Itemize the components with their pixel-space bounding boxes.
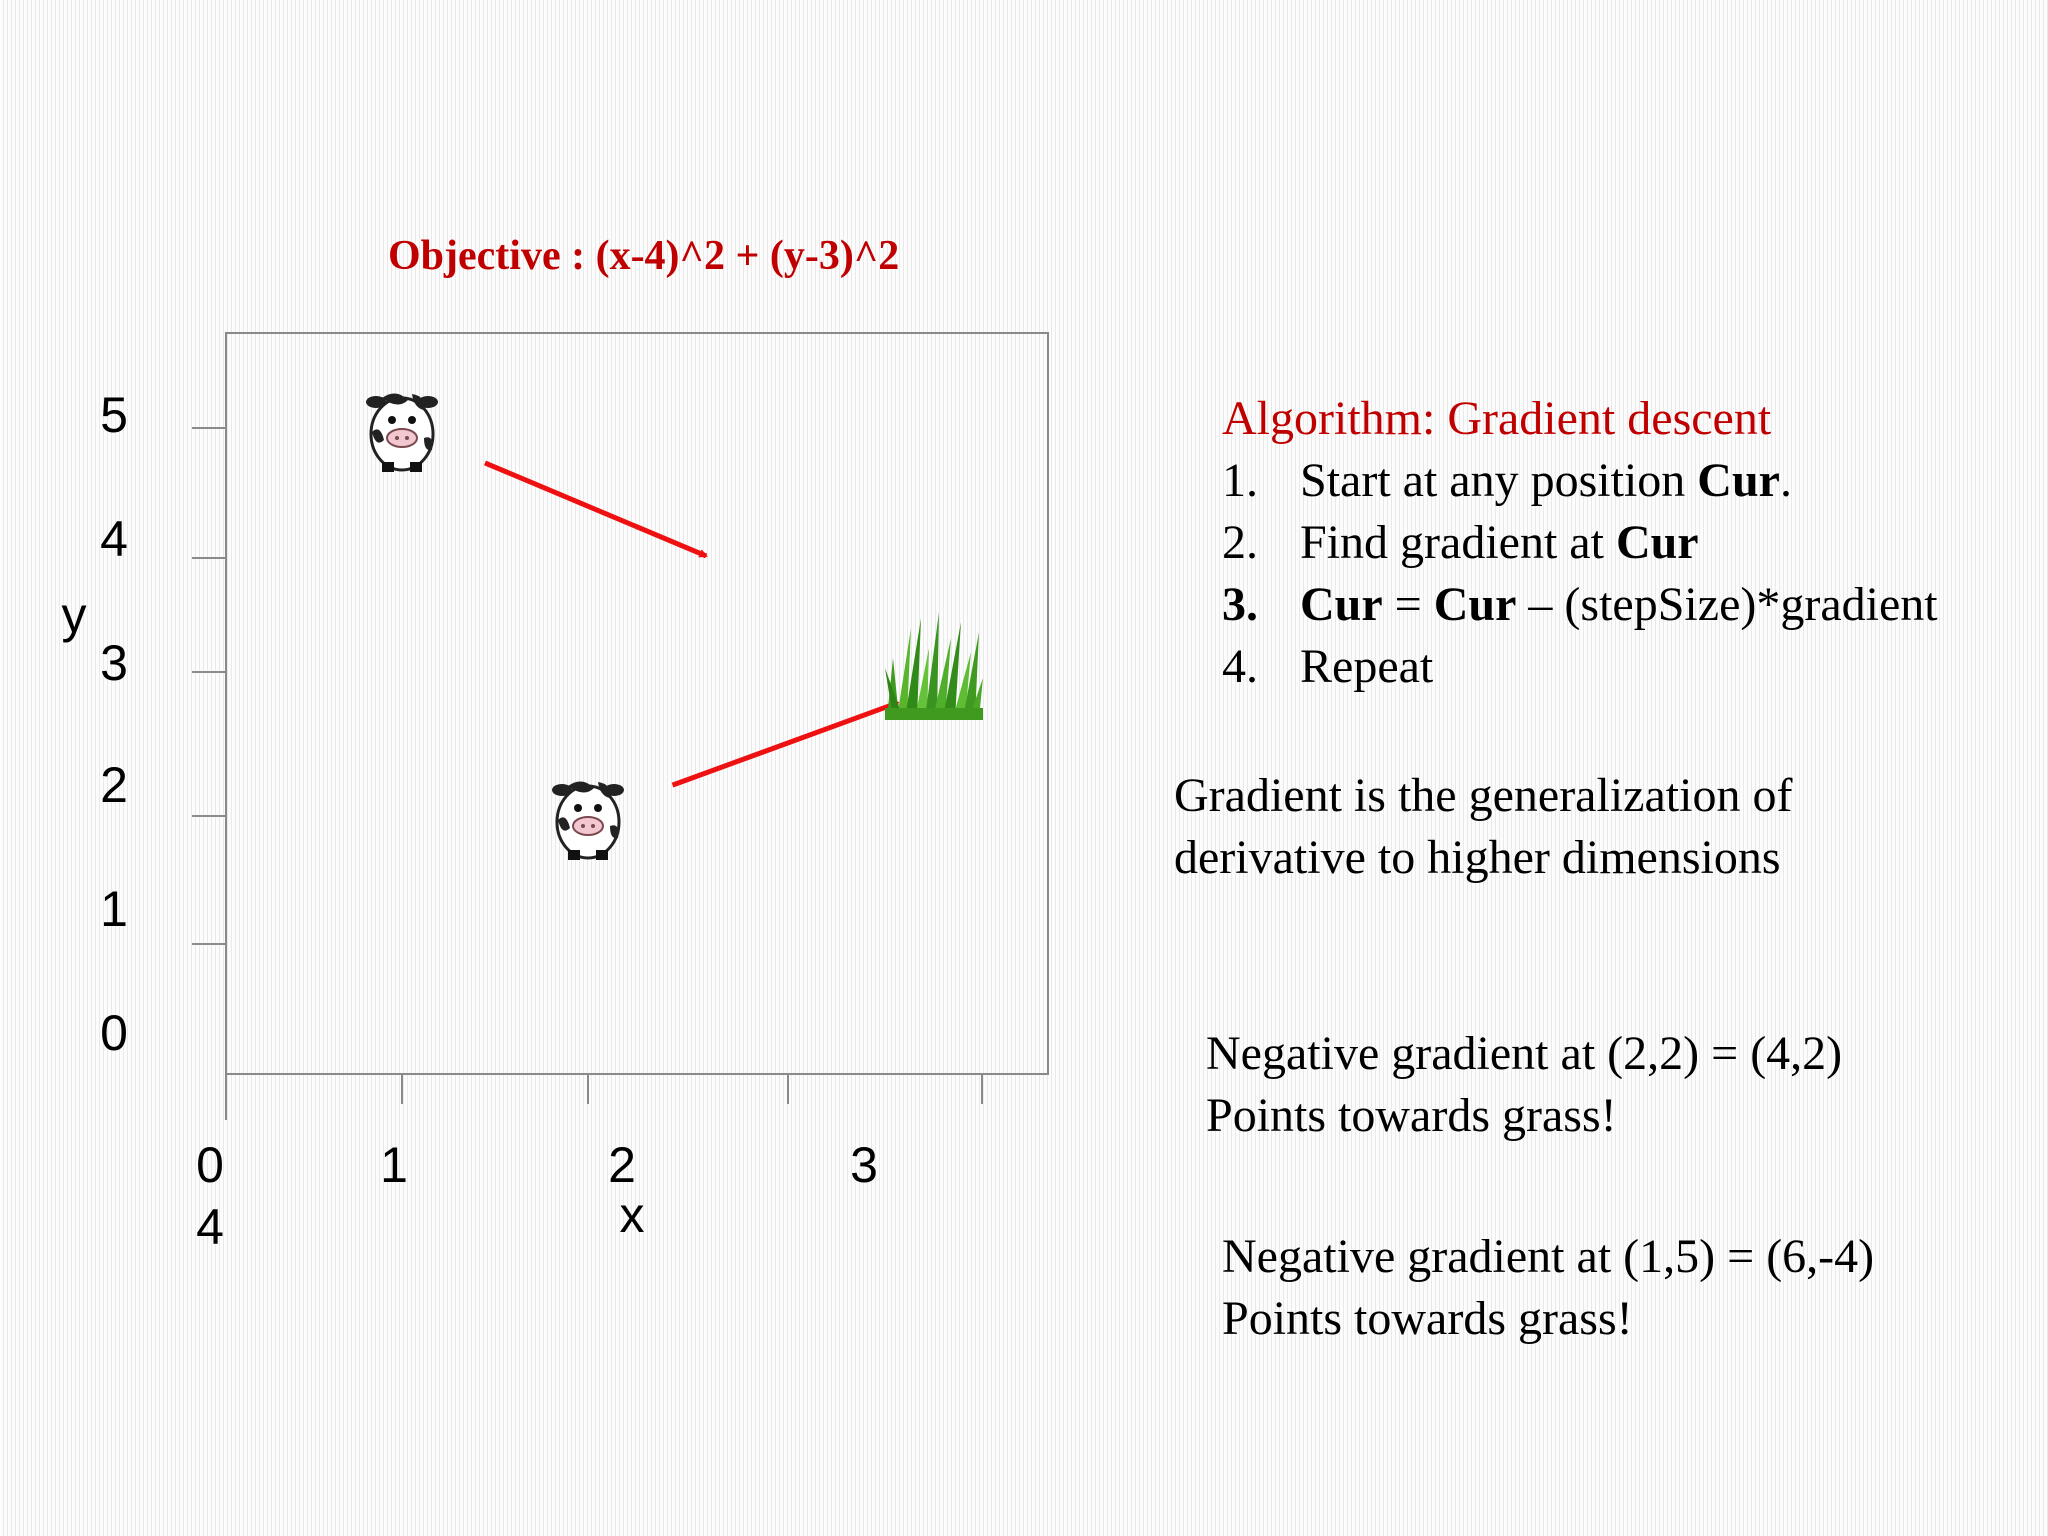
- algorithm-step-number: 3.: [1222, 578, 1258, 631]
- x-tick-label: 2: [608, 1137, 636, 1193]
- negative-gradient-note-1-line-1: Negative gradient at (2,2) = (4,2): [1206, 1027, 1843, 1080]
- cow-eye: [594, 804, 602, 812]
- cow-hoof: [382, 462, 394, 472]
- step-text-segment: Repeat: [1300, 640, 1434, 693]
- x-tick-label: 0: [196, 1137, 224, 1193]
- cow-muzzle: [573, 817, 603, 835]
- gradient-definition-line-1: Gradient is the generalization of: [1174, 769, 1793, 822]
- cow-nostril: [405, 436, 409, 440]
- y-tick-label: 4: [100, 511, 128, 567]
- objective-title: Objective : (x-4)^2 + (y-3)^2: [388, 233, 900, 279]
- y-tick-label: 1: [100, 881, 128, 937]
- cow-eye: [408, 416, 416, 424]
- cow-icon: [366, 393, 438, 472]
- cow-eye: [574, 804, 582, 812]
- negative-gradient-note-1: [1206, 1023, 1842, 1147]
- algorithm-step-number: 2.: [1222, 516, 1258, 569]
- gradient-definition-line-2: derivative to higher dimensions: [1174, 831, 1781, 884]
- y-tick-label: 0: [100, 1005, 128, 1061]
- plot-marks: [366, 393, 983, 860]
- step-text-segment: Find gradient at: [1300, 516, 1616, 569]
- gradient-arrow: [485, 463, 706, 556]
- x-axis-label: x: [619, 1187, 645, 1243]
- step-text-segment: – (stepSize)*gradient: [1516, 578, 1938, 631]
- step-text-segment: =: [1382, 578, 1434, 631]
- plot-axes: [62, 387, 1049, 1255]
- algorithm-step: [1222, 636, 1938, 698]
- x-tick-label: 1: [380, 1137, 408, 1193]
- algorithm-step-text: [1300, 450, 1792, 512]
- bold-term: Cur: [1615, 516, 1699, 569]
- y-tick-label: 2: [100, 757, 128, 813]
- algorithm-step: [1222, 574, 1938, 636]
- algorithm-step-number: 1.: [1222, 454, 1258, 507]
- step-text-segment: Start at any position: [1300, 454, 1698, 507]
- x-tick-label: 3: [850, 1137, 878, 1193]
- cow-nostril: [395, 436, 399, 440]
- algorithm-step: [1222, 512, 1938, 574]
- y-tick-label: 3: [100, 635, 128, 691]
- cow-hoof: [410, 462, 422, 472]
- x-tick-label: 4: [196, 1199, 224, 1255]
- algorithm-block: [1222, 388, 1938, 698]
- negative-gradient-note-2-line-1: Negative gradient at (1,5) = (6,-4): [1222, 1230, 1875, 1283]
- cow-nostril: [591, 824, 595, 828]
- algorithm-steps: [1222, 450, 1938, 698]
- algorithm-step-number: 4.: [1222, 640, 1258, 693]
- cow-eye: [388, 416, 396, 424]
- cow-hoof: [568, 850, 580, 860]
- bold-term: Cur: [1433, 578, 1517, 631]
- algorithm-title: Algorithm: Gradient descent: [1222, 392, 1772, 445]
- algorithm-step-text: [1300, 636, 1433, 698]
- algorithm-step-text: [1300, 574, 1938, 636]
- cow-muzzle: [387, 429, 417, 447]
- cow-icon: [552, 781, 624, 860]
- bold-term: Cur: [1300, 578, 1383, 631]
- step-text-segment: .: [1779, 454, 1792, 507]
- algorithm-step: [1222, 450, 1938, 512]
- grass-base: [885, 708, 983, 720]
- y-axis-label: y: [61, 587, 87, 643]
- y-tick-label: 5: [100, 387, 128, 443]
- algorithm-step-text: [1300, 512, 1699, 574]
- grass-icon: [885, 612, 983, 720]
- negative-gradient-note-1-line-2: Points towards grass!: [1206, 1089, 1617, 1142]
- cow-nostril: [581, 824, 585, 828]
- gradient-definition-note: [1174, 765, 1792, 889]
- gradient-arrow: [673, 703, 898, 785]
- negative-gradient-note-2: [1222, 1226, 1874, 1350]
- cow-hoof: [596, 850, 608, 860]
- negative-gradient-note-2-line-2: Points towards grass!: [1222, 1292, 1633, 1345]
- bold-term: Cur: [1697, 454, 1780, 507]
